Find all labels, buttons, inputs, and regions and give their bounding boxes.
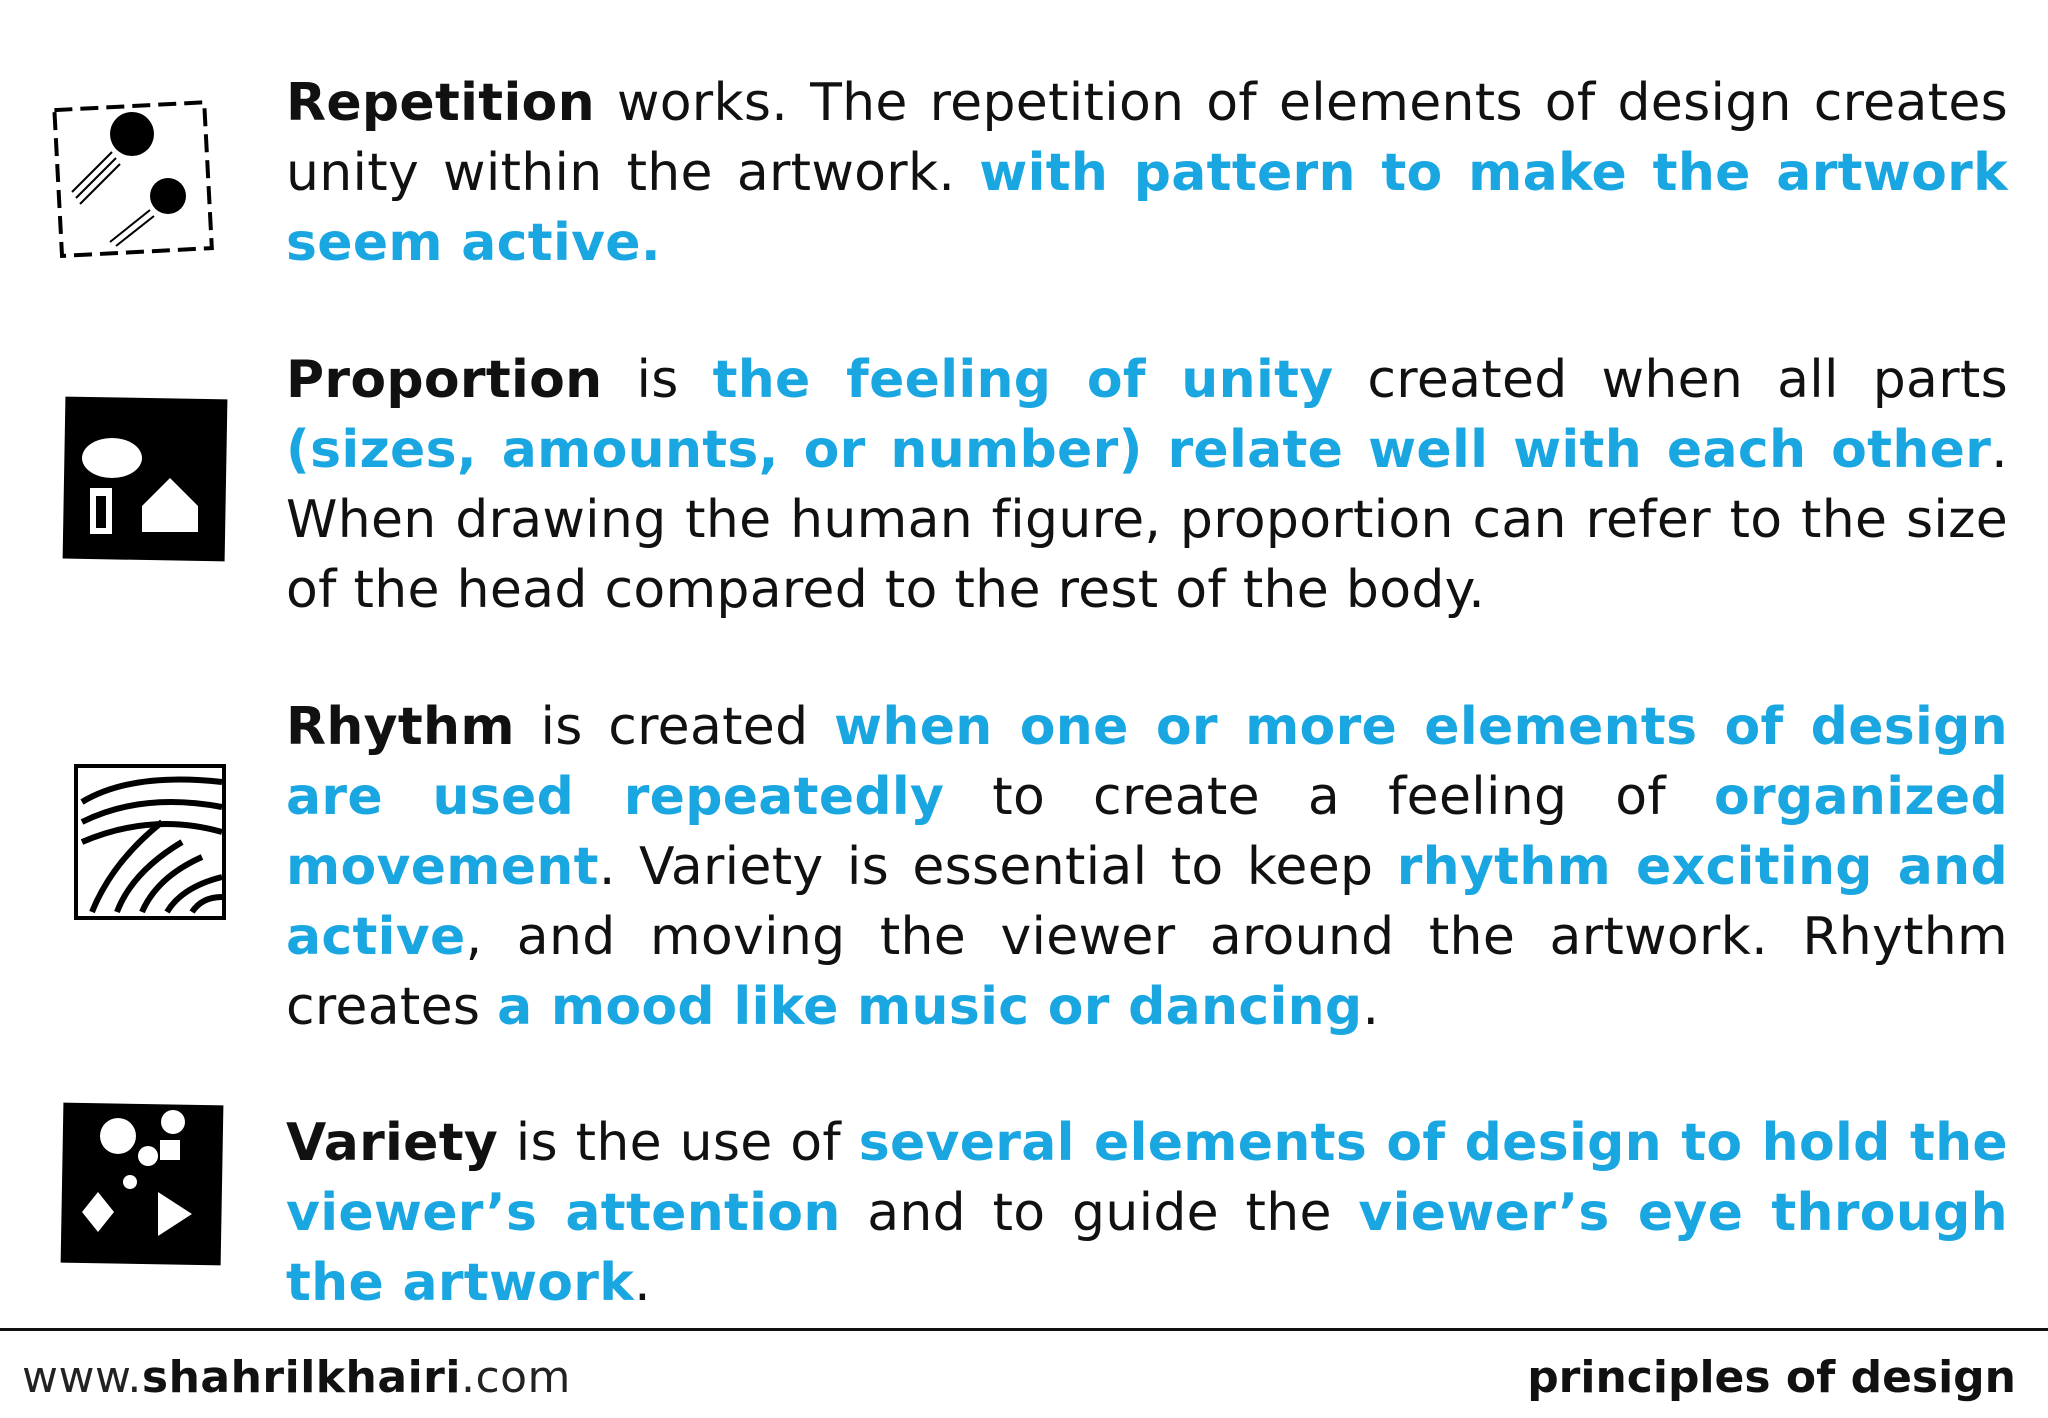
proportion-icon xyxy=(62,396,230,564)
proportion-text: created when all parts xyxy=(1333,350,2008,410)
rhythm-paragraph xyxy=(286,692,2008,1042)
rhythm-highlight: when one or more elements of design are used repeatedly xyxy=(286,697,2008,827)
rhythm-highlight: a mood like music or dancing xyxy=(497,977,1363,1037)
repetition-paragraph xyxy=(286,68,2008,278)
proportion-paragraph xyxy=(286,345,2008,625)
rhythm-text: . Variety is essential to keep xyxy=(598,837,1397,897)
rhythm-text: . xyxy=(1362,977,1380,1037)
repetition-icon xyxy=(50,92,220,262)
variety-text: and to guide the xyxy=(840,1183,1359,1243)
proportion-highlight: (sizes, amounts, or number) relate well with each other xyxy=(286,420,1992,480)
proportion-text: . When drawing the human figure, proportion can refer to the size of the head compared to the rest of the body. xyxy=(286,420,2008,620)
proportion-text: is xyxy=(602,350,713,410)
variety-highlight: several elements of design to hold the viewer’s attention xyxy=(286,1113,2009,1243)
variety-term: Variety xyxy=(286,1113,499,1173)
rhythm-highlight: organized movement xyxy=(286,767,2009,897)
repetition-term: Repetition xyxy=(286,73,595,133)
url-prefix: www. xyxy=(22,1352,142,1403)
rhythm-icon xyxy=(72,762,232,922)
url-site-name: shahrilkhairi xyxy=(141,1352,461,1403)
variety-highlight: viewer’s eye through the artwork xyxy=(286,1183,2008,1313)
rhythm-term: Rhythm xyxy=(286,697,515,757)
proportion-highlight: the feeling of unity xyxy=(712,350,1334,410)
variety-text: is the use of xyxy=(498,1113,859,1173)
proportion-term: Proportion xyxy=(286,350,603,410)
rhythm-text: , and moving the viewer around the artwork. Rhythm creates xyxy=(286,907,2008,1037)
repetition-text: works. The repetition of elements of design creates unity within the artwork. xyxy=(286,73,2008,203)
rhythm-text: to create a feeling of xyxy=(944,767,1715,827)
variety-icon xyxy=(58,1100,228,1270)
url-suffix: .com xyxy=(460,1352,571,1403)
rhythm-text: is created xyxy=(514,697,835,757)
topic-label: principles of design xyxy=(1527,1352,2016,1403)
variety-text: . xyxy=(634,1253,651,1313)
rhythm-highlight: rhythm exciting and active xyxy=(286,837,2008,967)
variety-paragraph xyxy=(286,1108,2008,1318)
footer-divider xyxy=(0,1328,2048,1331)
repetition-highlight: with pattern to make the artwork seem active. xyxy=(286,143,2008,273)
website-url[interactable] xyxy=(22,1352,571,1403)
